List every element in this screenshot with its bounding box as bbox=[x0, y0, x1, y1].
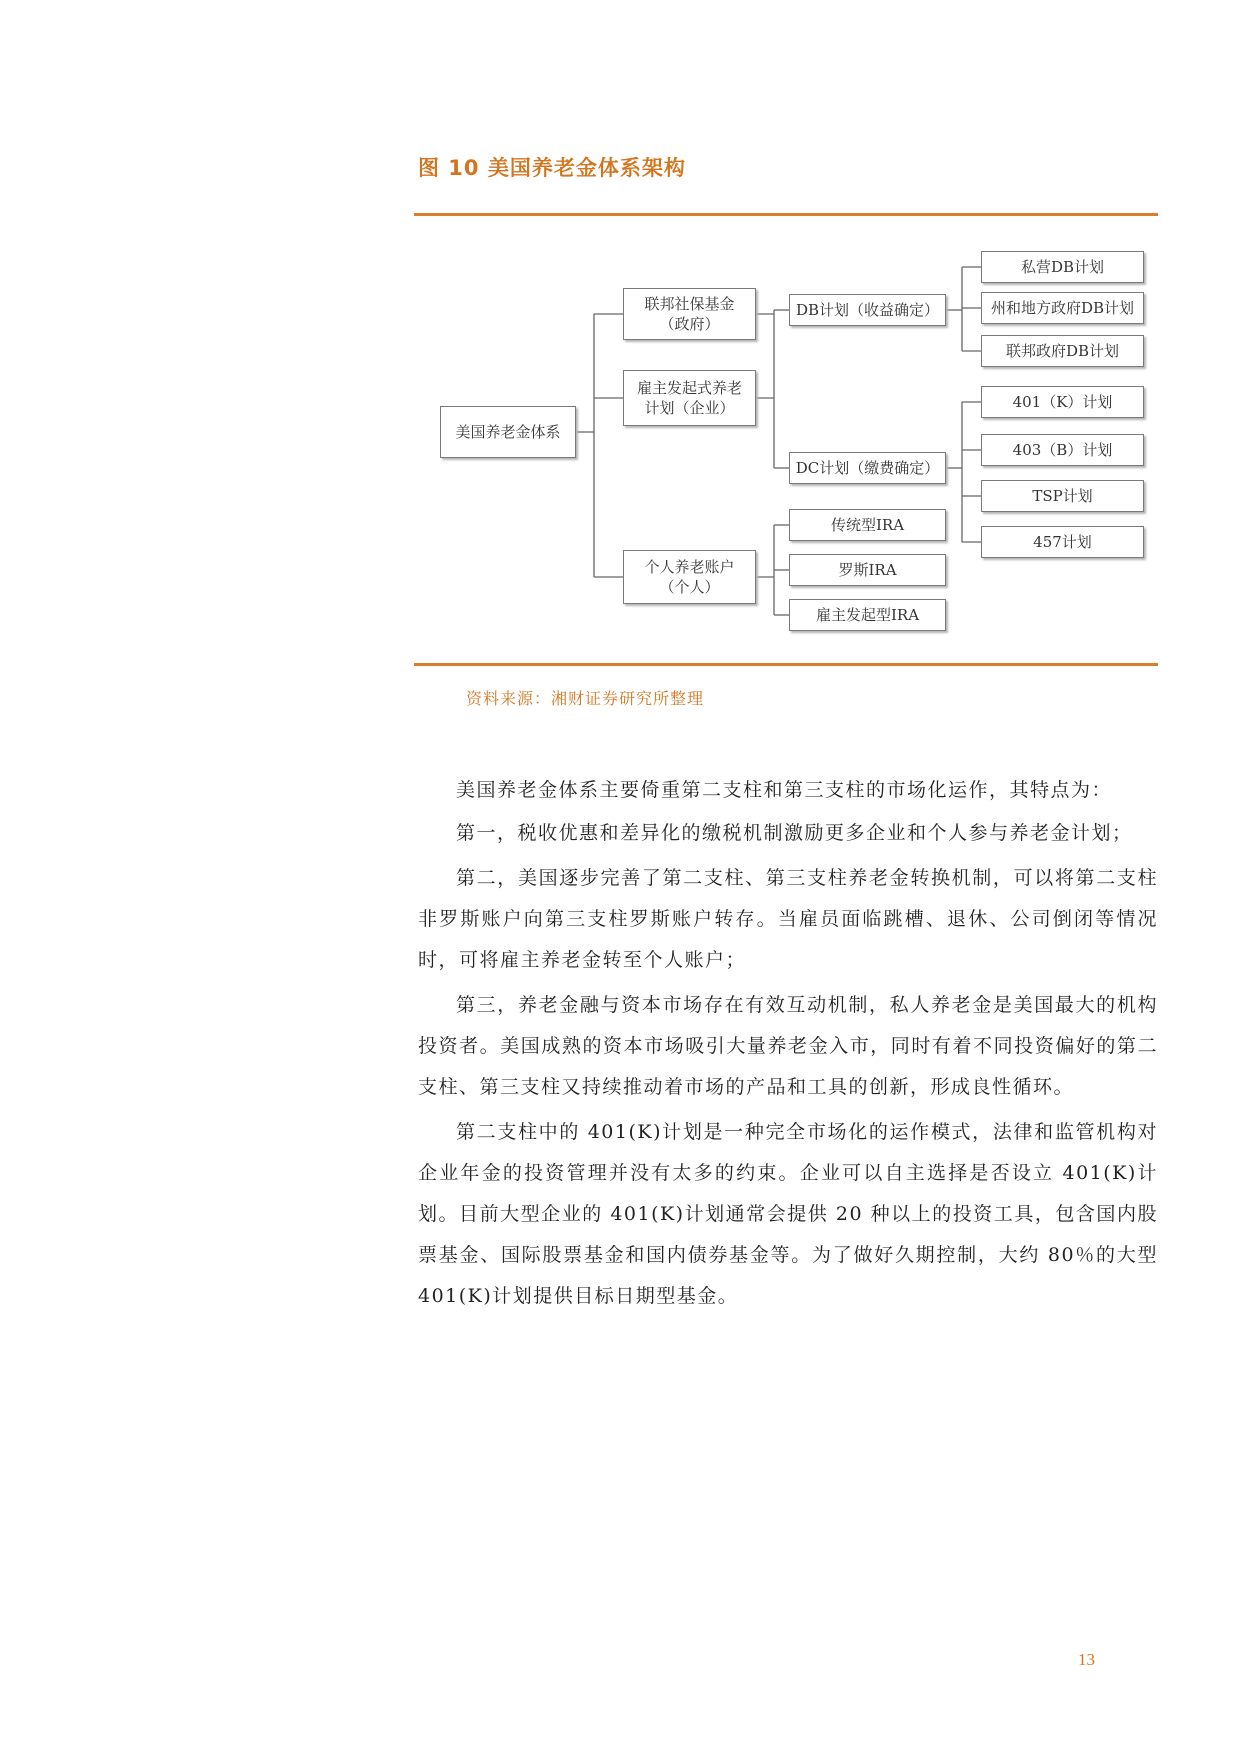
node-employer-plan: 雇主发起式养老 计划（企业） bbox=[623, 370, 756, 426]
node-401k: 401（K）计划 bbox=[981, 386, 1144, 418]
node-federal-social-security: 联邦社保基金 （政府） bbox=[623, 288, 756, 340]
node-traditional-ira: 传统型IRA bbox=[789, 509, 946, 541]
figure-title: 图 10 美国养老金体系架构 bbox=[418, 156, 686, 180]
node-private-db: 私营DB计划 bbox=[981, 251, 1144, 283]
body-text bbox=[418, 770, 1158, 1317]
paragraph: 第三，养老金融与资本市场存在有效互动机制，私人养老金是美国最大的机构投资者。美国成熟的资本市场吸引大量养老金入市，同时有着不同投资偏好的第二支柱、第三支柱又持续推动着市场的产品和工具的创新，形成良性循环。 bbox=[418, 994, 1158, 1098]
node-dc-plan: DC计划（缴费确定） bbox=[789, 452, 946, 484]
node-state-local-db: 州和地方政府DB计划 bbox=[981, 292, 1144, 324]
node-federal-db: 联邦政府DB计划 bbox=[981, 335, 1144, 367]
page-number: 13 bbox=[1078, 1650, 1095, 1669]
paragraph: 第二，美国逐步完善了第二支柱、第三支柱养老金转换机制，可以将第二支柱非罗斯账户向第三支柱罗斯账户转存。当雇员面临跳槽、退休、公司倒闭等情况时，可将雇主养老金转至个人账户； bbox=[418, 867, 1158, 971]
node-individual-account: 个人养老账户 （个人） bbox=[623, 550, 756, 604]
root-node: 美国养老金体系 bbox=[440, 406, 576, 458]
node-db-plan: DB计划（收益确定） bbox=[789, 294, 946, 326]
node-457: 457计划 bbox=[981, 526, 1144, 558]
node-tsp: TSP计划 bbox=[981, 480, 1144, 512]
paragraph: 第二支柱中的 401(K)计划是一种完全市场化的运作模式，法律和监管机构对企业年金的投资管理并没有太多的约束。企业可以自主选择是否设立 401(K)计划。目前大型企业的 401(K)计划通常会提供 20 种以上的投资工具，包含国内股票基金、国际股票基金和国内债券基金等。为了做好久期控制，大约 80％的大型 401(K)计划提供目标日期型基金。 bbox=[418, 1121, 1158, 1307]
node-403b: 403（B）计划 bbox=[981, 434, 1144, 466]
node-roth-ira: 罗斯IRA bbox=[789, 554, 946, 586]
paragraph: 美国养老金体系主要倚重第二支柱和第三支柱的市场化运作，其特点为： bbox=[456, 779, 1113, 801]
node-employer-ira: 雇主发起型IRA bbox=[789, 599, 946, 631]
paragraph: 第一，税收优惠和差异化的缴税机制激励更多企业和个人参与养老金计划； bbox=[456, 822, 1133, 844]
figure-source: 资料来源：湘财证券研究所整理 bbox=[466, 689, 705, 708]
figure-bottom-rule bbox=[414, 663, 1158, 666]
